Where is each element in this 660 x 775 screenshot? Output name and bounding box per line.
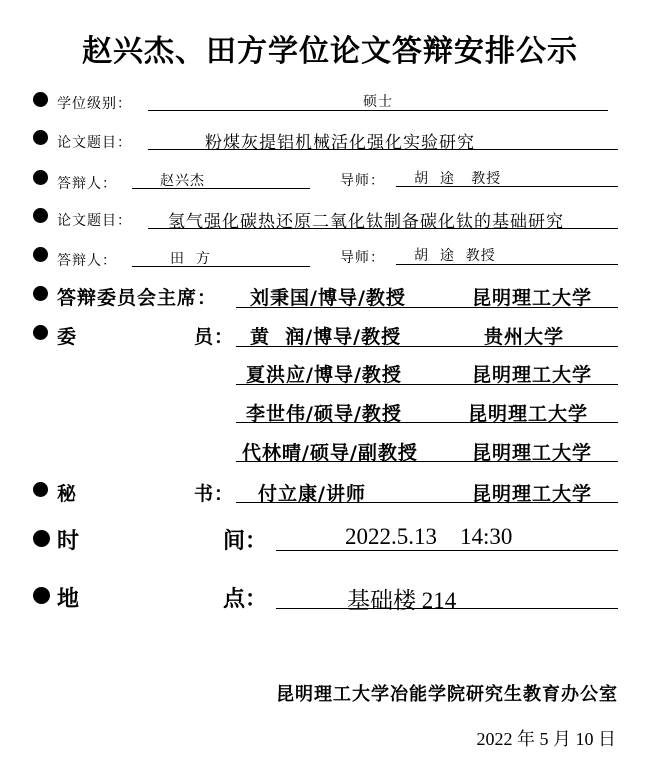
- member-person: 黄 润/博导/教授: [250, 326, 402, 348]
- member-person: 代林晴/硕导/副教授: [242, 442, 418, 464]
- secretary-label-start: 秘: [57, 483, 78, 505]
- bullet-icon: [33, 247, 48, 262]
- place-value: 基础楼 214: [347, 588, 457, 613]
- member-org: 昆明理工大学: [472, 364, 593, 386]
- time-label-end: 间：: [223, 528, 268, 554]
- advisor-value-2: 胡 途 教授: [414, 248, 496, 264]
- topic-label-2: 论文题目：: [57, 213, 132, 229]
- underline: [132, 188, 310, 189]
- advisor-label-2: 导师：: [340, 250, 385, 266]
- degree-value: 硕士: [363, 94, 393, 110]
- degree-label: 学位级别：: [57, 96, 132, 112]
- underline: [276, 550, 618, 551]
- secretary-label-end: 书：: [194, 483, 235, 505]
- chair-label: 答辩委员会主席：: [57, 287, 218, 309]
- bullet-icon: [33, 286, 48, 301]
- secretary-person: 付立康/讲师: [258, 483, 366, 505]
- time-label-start: 时: [57, 528, 80, 554]
- place-label-end: 点：: [223, 586, 268, 612]
- advisor-value-1: 胡 途 教授: [414, 171, 502, 187]
- issue-date: 2022 年 5 月 10 日: [476, 729, 616, 749]
- chair-org: 昆明理工大学: [472, 287, 593, 309]
- member-org: 贵州大学: [484, 326, 565, 348]
- time-value: 2022.5.13 14:30: [345, 524, 513, 549]
- topic-value-1: 粉煤灰提铝机械活化强化实验研究: [205, 133, 475, 153]
- secretary-org: 昆明理工大学: [472, 483, 593, 505]
- page-title: 赵兴杰、田方学位论文答辩安排公示: [82, 34, 578, 69]
- bullet-icon: [33, 130, 48, 145]
- member-org: 昆明理工大学: [472, 442, 593, 464]
- advisor-label-1: 导师：: [340, 173, 385, 189]
- bullet-icon: [33, 208, 48, 223]
- bullet-icon: [33, 530, 50, 547]
- bullet-icon: [33, 92, 48, 107]
- topic-value-2: 氢气强化碳热还原二氧化钛制备碳化钛的基础研究: [168, 212, 564, 232]
- candidate-name-2: 田 方: [170, 251, 211, 267]
- place-label-start: 地: [57, 586, 80, 612]
- member-person: 李世伟/硕导/教授: [246, 403, 402, 425]
- bullet-icon: [33, 482, 48, 497]
- candidate-name-label-2: 答辩人：: [57, 253, 117, 269]
- issuing-office: 昆明理工大学冶能学院研究生教育办公室: [276, 684, 618, 705]
- bullet-icon: [33, 325, 48, 340]
- underline: [132, 266, 310, 267]
- members-label-end: 员：: [194, 326, 235, 348]
- chair-person: 刘秉国/博导/教授: [250, 287, 406, 309]
- bullet-icon: [33, 587, 50, 604]
- candidate-name-label-1: 答辩人：: [57, 176, 117, 192]
- candidate-name-1: 赵兴杰: [160, 173, 205, 189]
- topic-label-1: 论文题目：: [57, 135, 132, 151]
- member-person: 夏洪应/博导/教授: [246, 364, 402, 386]
- bullet-icon: [33, 170, 48, 185]
- member-org: 昆明理工大学: [468, 403, 589, 425]
- members-label-start: 委: [57, 326, 78, 348]
